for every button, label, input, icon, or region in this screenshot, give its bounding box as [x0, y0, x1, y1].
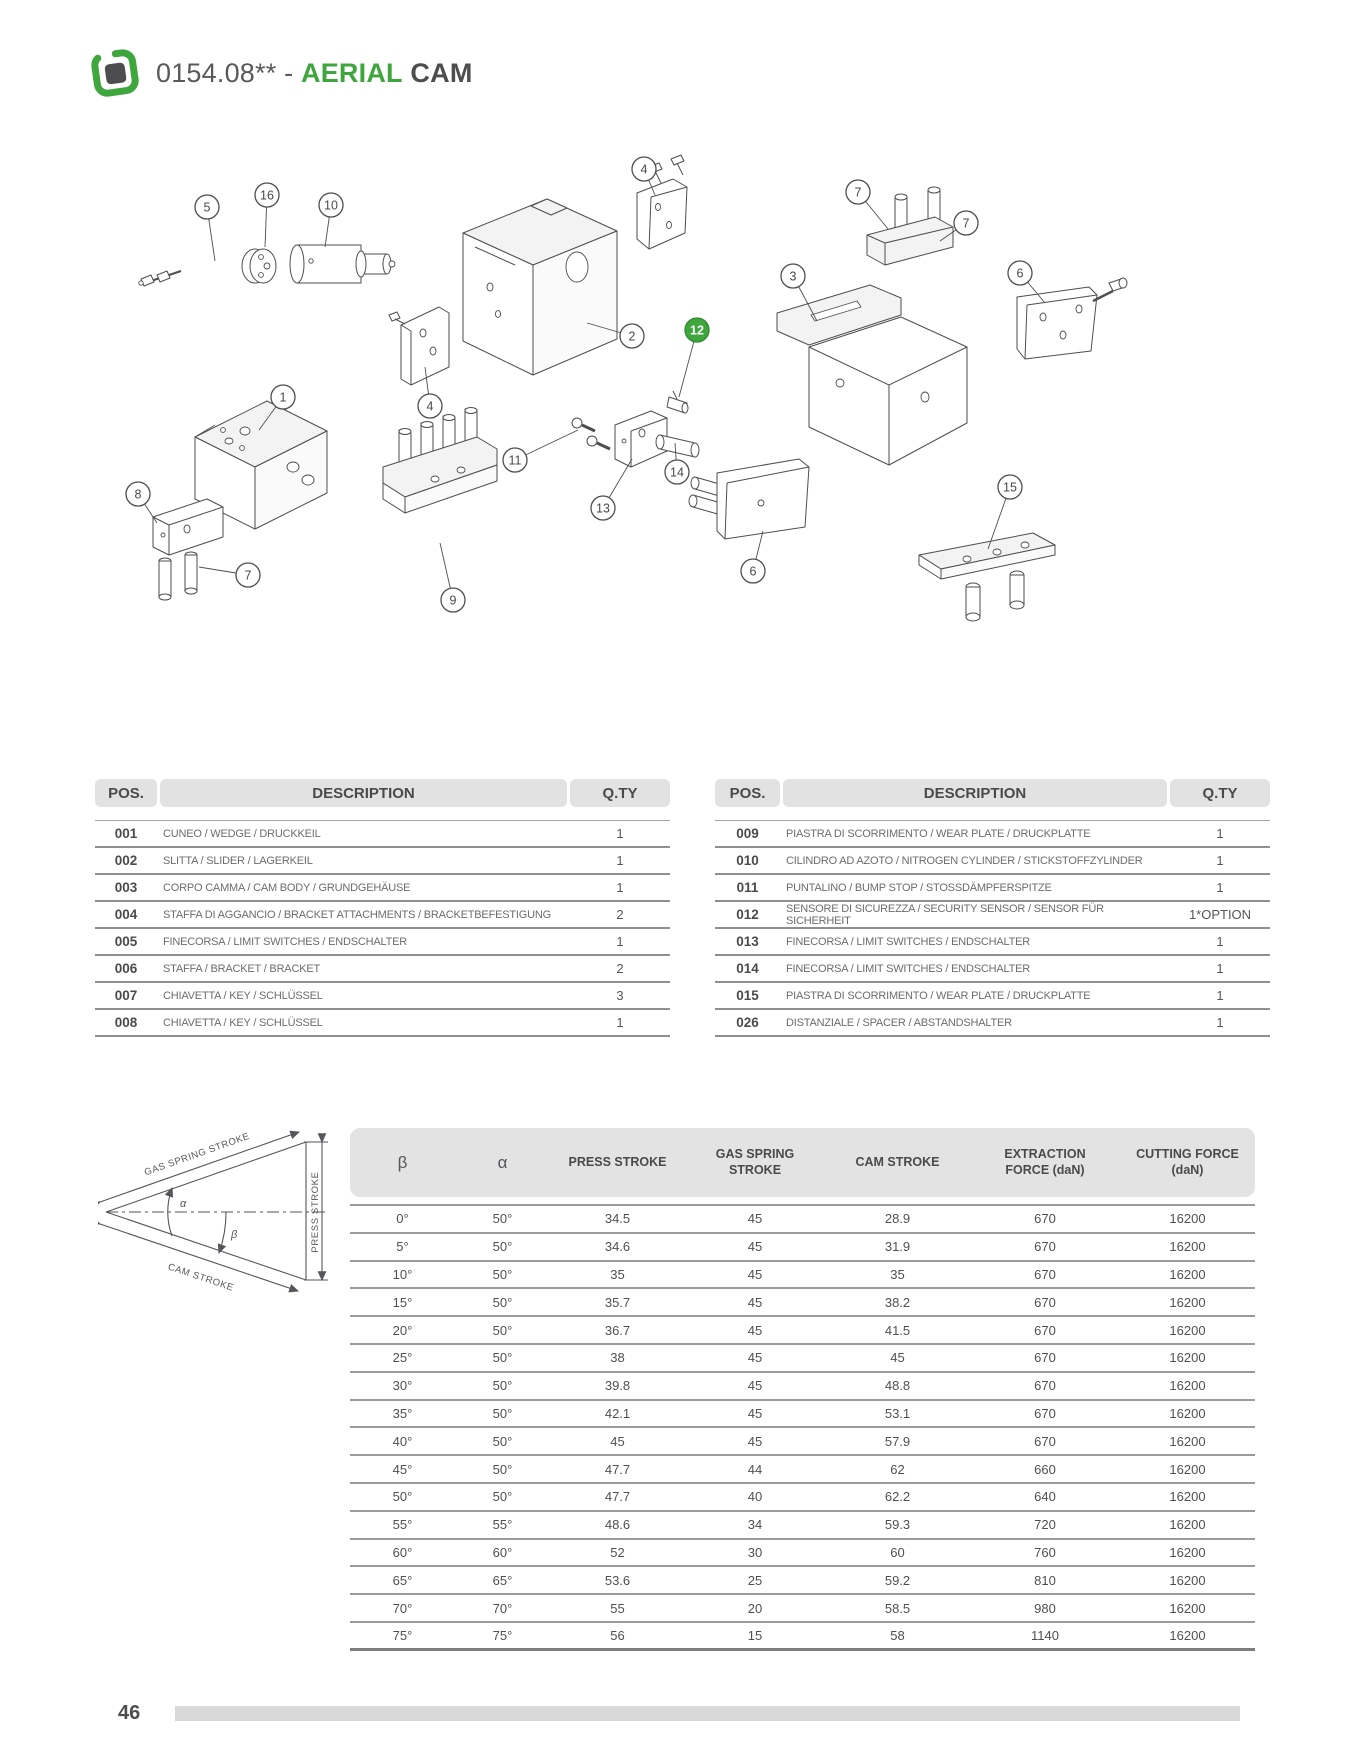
- spec-cell-10-3: 40: [747, 1489, 763, 1505]
- spec-cell-9-1: 50°: [492, 1461, 513, 1477]
- svg-text:14: 14: [670, 465, 684, 480]
- spec-cell-13-1: 65°: [492, 1572, 513, 1588]
- part-description: CHIAVETTA / KEY / SCHLÜSSEL: [163, 989, 323, 1002]
- spec-cell-6-0: 30°: [392, 1378, 413, 1394]
- part-description: FINECORSA / LIMIT SWITCHES / ENDSCHALTER: [786, 962, 1031, 975]
- gas-spring-stroke-label: GAS SPRING STROKE: [142, 1130, 252, 1179]
- spec-cell-15-3: 15: [747, 1627, 763, 1643]
- spec-cell-4-0: 20°: [392, 1322, 413, 1338]
- part-description: PIASTRA DI SCORRIMENTO / WEAR PLATE / DRUCKPLATTE: [786, 827, 1091, 840]
- spec-row-30°: [350, 1373, 1255, 1401]
- svg-text:15: 15: [1003, 480, 1017, 495]
- cam-stroke-label: CAM STROKE: [166, 1261, 236, 1294]
- spec-cell-8-4: 57.9: [884, 1433, 911, 1449]
- spec-cell-0-4: 28.9: [884, 1211, 911, 1227]
- part-description: CILINDRO AD AZOTO / NITROGEN CYLINDER / STICKSTOFFZYLINDER: [786, 854, 1143, 867]
- parts-row-007: [95, 983, 670, 1010]
- spec-cell-11-5: 720: [1034, 1517, 1056, 1533]
- spec-row-50°: [350, 1484, 1255, 1512]
- spec-col-header-2: PRESS STROKE: [568, 1154, 667, 1169]
- spec-cell-12-3: 30: [747, 1544, 763, 1560]
- spec-cell-11-4: 59.3: [884, 1517, 911, 1533]
- part-qty: 1: [616, 880, 624, 895]
- part-qty: 1: [616, 934, 624, 949]
- spec-cell-4-2: 36.7: [604, 1322, 631, 1338]
- spec-col-header-1: α: [497, 1152, 508, 1172]
- parts-table-header: [715, 779, 1270, 807]
- part-pos: 013: [736, 934, 759, 949]
- part-sensor-group: [572, 391, 699, 467]
- part-pos: 009: [736, 826, 759, 841]
- spec-cell-3-3: 45: [747, 1294, 763, 1310]
- spec-cell-8-1: 50°: [492, 1433, 513, 1449]
- spec-row-10°: [350, 1262, 1255, 1290]
- spec-cell-5-2: 38: [610, 1350, 625, 1366]
- part-qty: 1: [616, 853, 624, 868]
- spec-col-header-5: EXTRACTION FORCE (daN): [1004, 1146, 1086, 1177]
- part-nitrogen-cylinder: [290, 245, 395, 283]
- stroke-geometry-diagram: [98, 1112, 333, 1317]
- callout-balloon-16: [255, 183, 279, 247]
- spec-cell-1-6: 16200: [1169, 1239, 1206, 1255]
- part-pos: 026: [736, 1015, 759, 1030]
- spec-cell-2-6: 16200: [1169, 1266, 1206, 1282]
- part-bracket-attachment-left: [389, 307, 449, 385]
- part-wear-plate: [919, 533, 1055, 621]
- spec-cell-3-0: 15°: [392, 1294, 413, 1310]
- title-accent: AERIAL: [301, 57, 403, 88]
- stroke-diagram-svg: [98, 1112, 333, 1312]
- title-rest: CAM: [410, 57, 473, 88]
- svg-text:2: 2: [628, 329, 636, 344]
- spec-cell-0-6: 16200: [1169, 1211, 1206, 1227]
- spec-cell-8-2: 45: [610, 1433, 625, 1449]
- spec-cell-2-5: 670: [1034, 1266, 1056, 1282]
- spec-cell-13-4: 59.2: [884, 1572, 911, 1588]
- part-description: FINECORSA / LIMIT SWITCHES / ENDSCHALTER: [786, 935, 1031, 948]
- part-pos: 002: [114, 853, 138, 868]
- spec-cell-14-4: 58.5: [884, 1600, 911, 1616]
- callout-balloon-10: [319, 193, 343, 247]
- callout-balloon-7: [199, 563, 260, 587]
- spec-cell-11-1: 55°: [492, 1517, 513, 1533]
- spec-row-40°: [350, 1428, 1255, 1456]
- part-pos: 006: [114, 961, 138, 976]
- spec-cell-12-5: 760: [1034, 1544, 1056, 1560]
- svg-text:1: 1: [279, 390, 287, 405]
- spec-row-15°: [350, 1289, 1255, 1317]
- svg-text:4: 4: [640, 162, 648, 177]
- svg-text:16: 16: [260, 188, 274, 203]
- part-qty: 1: [1216, 934, 1224, 949]
- spec-cell-7-2: 42.1: [604, 1405, 631, 1421]
- part-description: STAFFA DI AGGANCIO / BRACKET ATTACHMENTS / BRACKETBEFESTIGUNG: [163, 908, 551, 921]
- spec-cell-13-5: 810: [1034, 1572, 1056, 1588]
- parts-row-004: [95, 902, 670, 929]
- spec-cell-10-6: 16200: [1169, 1489, 1206, 1505]
- part-base-plate: [383, 408, 497, 514]
- spec-cell-7-6: 16200: [1169, 1405, 1206, 1421]
- spec-cell-14-6: 16200: [1169, 1600, 1206, 1616]
- part-qty: 1: [616, 1015, 624, 1030]
- col-header-qty: Q.TY: [570, 779, 670, 807]
- spec-row-20°: [350, 1317, 1255, 1345]
- spec-cell-5-4: 45: [890, 1350, 905, 1366]
- part-description: SLITTA / SLIDER / LAGERKEIL: [163, 854, 313, 867]
- part-cam-body-center: [463, 199, 617, 375]
- part-qty: 1: [1216, 961, 1224, 976]
- svg-text:9: 9: [449, 593, 457, 608]
- part-qty: 1: [1216, 988, 1224, 1003]
- part-description: FINECORSA / LIMIT SWITCHES / ENDSCHALTER: [163, 935, 408, 948]
- spec-row-5°: [350, 1234, 1255, 1262]
- spec-cell-8-3: 45: [747, 1433, 763, 1449]
- spec-col-header-3: GAS SPRING STROKE: [715, 1146, 795, 1177]
- spec-cell-9-5: 660: [1034, 1461, 1056, 1477]
- parts-table-body: [715, 820, 1270, 1037]
- part-pos: 001: [114, 826, 138, 841]
- callout-balloon-4: [632, 157, 656, 195]
- spec-cell-9-4: 62: [890, 1461, 905, 1477]
- part-description: CORPO CAMMA / CAM BODY / GRUNDGEHÄUSE: [163, 881, 411, 894]
- spec-cell-9-0: 45°: [392, 1461, 413, 1477]
- spec-cell-10-2: 47.7: [604, 1489, 631, 1505]
- callout-balloon-12: [679, 318, 709, 397]
- svg-text:7: 7: [962, 216, 970, 231]
- spec-cell-6-3: 45: [747, 1378, 763, 1394]
- spec-row-70°: [350, 1595, 1255, 1623]
- spec-cell-4-5: 670: [1034, 1322, 1056, 1338]
- parts-row-009: [715, 821, 1270, 848]
- part-pos: 014: [736, 961, 759, 976]
- spec-cell-7-5: 670: [1034, 1405, 1056, 1421]
- parts-row-001: [95, 821, 670, 848]
- spec-cell-5-3: 45: [747, 1350, 763, 1366]
- spec-table-header: [350, 1128, 1255, 1197]
- spec-cell-3-6: 16200: [1169, 1294, 1206, 1310]
- spec-cell-13-6: 16200: [1169, 1572, 1206, 1588]
- spec-cell-7-4: 53.1: [884, 1405, 911, 1421]
- spec-row-65°: [350, 1567, 1255, 1595]
- svg-text:4: 4: [426, 399, 434, 414]
- part-keys-top: [867, 187, 953, 265]
- spec-cell-3-1: 50°: [492, 1294, 513, 1310]
- part-qty: 1: [616, 826, 624, 841]
- spec-cell-1-3: 45: [747, 1239, 763, 1255]
- parts-table-body: [95, 820, 670, 1037]
- spec-cell-1-0: 5°: [396, 1239, 409, 1255]
- spec-cell-12-4: 60: [890, 1544, 905, 1560]
- exploded-view-svg: [95, 135, 1155, 665]
- spec-cell-10-0: 50°: [392, 1489, 413, 1505]
- spec-cell-2-2: 35: [610, 1266, 625, 1282]
- spec-cell-14-0: 70°: [392, 1600, 413, 1616]
- spec-cell-12-1: 60°: [492, 1544, 513, 1560]
- part-description: STAFFA / BRACKET / BRACKET: [163, 962, 320, 975]
- callout-balloon-11: [503, 430, 578, 472]
- spec-cell-2-3: 45: [747, 1266, 763, 1282]
- part-qty: 2: [616, 961, 624, 976]
- spec-row-55°: [350, 1512, 1255, 1540]
- part-plate-6: [689, 459, 809, 539]
- part-qty: 1: [1216, 826, 1224, 841]
- spec-cell-11-6: 16200: [1169, 1517, 1206, 1533]
- parts-row-005: [95, 929, 670, 956]
- page-header: [88, 46, 473, 100]
- part-pos: 015: [736, 988, 759, 1003]
- parts-row-011: [715, 875, 1270, 902]
- parts-table-left: [95, 779, 670, 1037]
- part-pos: 008: [114, 1015, 138, 1030]
- page-title: [156, 58, 473, 89]
- callout-balloon-13: [591, 459, 632, 520]
- spec-cell-3-2: 35.7: [604, 1294, 631, 1310]
- spec-cell-0-3: 45: [747, 1211, 763, 1227]
- part-description: SENSORE DI SICUREZZA / SECURITY SENSOR / SENSOR FÜR SICHERHEIT: [786, 902, 1104, 927]
- svg-text:7: 7: [854, 185, 862, 200]
- spec-cell-6-6: 16200: [1169, 1378, 1206, 1394]
- spec-cell-10-4: 62.2: [884, 1489, 911, 1505]
- spec-cell-0-1: 50°: [492, 1211, 513, 1227]
- spec-cell-14-3: 20: [747, 1600, 763, 1616]
- spec-cell-3-5: 670: [1034, 1294, 1056, 1310]
- parts-row-006: [95, 956, 670, 983]
- part-qty: 1: [1216, 880, 1224, 895]
- product-code: 0154.08** -: [156, 57, 294, 88]
- svg-text:8: 8: [134, 487, 142, 502]
- spec-cell-1-4: 31.9: [884, 1239, 911, 1255]
- spec-cell-11-3: 34: [747, 1517, 763, 1533]
- spec-cell-14-2: 55: [610, 1600, 625, 1616]
- part-description: PUNTALINO / BUMP STOP / STOSSDÄMPFERSPITZE: [786, 881, 1052, 894]
- spec-cell-14-1: 70°: [492, 1600, 513, 1616]
- spec-cell-0-5: 670: [1034, 1211, 1056, 1227]
- spec-cell-13-0: 65°: [392, 1572, 413, 1588]
- spec-cell-10-5: 640: [1034, 1489, 1056, 1505]
- spec-cell-11-0: 55°: [392, 1517, 413, 1533]
- col-header-description: DESCRIPTION: [783, 779, 1167, 807]
- spec-cell-4-6: 16200: [1169, 1322, 1206, 1338]
- part-qty: 2: [616, 907, 624, 922]
- col-header-pos: POS.: [95, 779, 157, 807]
- spec-col-header-0: β: [397, 1152, 408, 1172]
- press-stroke-label: PRESS STROKE: [310, 1171, 321, 1253]
- spec-col-header-4: CAM STROKE: [855, 1154, 940, 1169]
- spec-cell-15-1: 75°: [492, 1627, 513, 1643]
- spec-cell-12-2: 52: [610, 1544, 625, 1560]
- spec-row-45°: [350, 1456, 1255, 1484]
- part-pos: 003: [114, 880, 138, 895]
- spec-cell-12-0: 60°: [392, 1544, 413, 1560]
- svg-text:12: 12: [690, 323, 704, 338]
- col-header-pos: POS.: [715, 779, 780, 807]
- part-pos: 012: [736, 907, 759, 922]
- callout-balloon-6: [741, 531, 765, 583]
- spec-cell-4-1: 50°: [492, 1322, 513, 1338]
- svg-text:13: 13: [596, 501, 610, 516]
- spec-cell-15-4: 58: [890, 1627, 905, 1643]
- parts-table-right: [715, 779, 1270, 1037]
- callout-balloon-5: [195, 195, 219, 261]
- spec-cell-0-0: 0°: [396, 1211, 409, 1227]
- part-pos: 004: [114, 907, 138, 922]
- spec-row-35°: [350, 1401, 1255, 1429]
- alpha-label: α: [180, 1198, 187, 1210]
- col-header-qty: Q.TY: [1170, 779, 1270, 807]
- spec-col-header-6: CUTTING FORCE (daN): [1136, 1146, 1239, 1177]
- spec-cell-2-4: 35: [890, 1266, 905, 1282]
- footer-bar: [175, 1706, 1240, 1721]
- parts-row-026: [715, 1010, 1270, 1037]
- page-number: 46: [118, 1702, 141, 1724]
- spec-table-body: [350, 1204, 1255, 1651]
- spec-cell-11-2: 48.6: [604, 1517, 631, 1533]
- spec-cell-1-1: 50°: [492, 1239, 513, 1255]
- callout-balloon-9: [440, 543, 465, 612]
- callout-balloon-8: [126, 482, 157, 523]
- spec-cell-6-4: 48.8: [884, 1378, 911, 1394]
- spec-cell-15-0: 75°: [392, 1627, 413, 1643]
- part-qty: 3: [616, 988, 624, 1003]
- spec-cell-6-2: 39.8: [604, 1378, 631, 1394]
- spec-cell-5-6: 16200: [1169, 1350, 1206, 1366]
- spec-cell-15-6: 16200: [1169, 1627, 1206, 1643]
- svg-text:3: 3: [789, 269, 797, 284]
- spec-row-75°: [350, 1623, 1255, 1651]
- spec-cell-6-5: 670: [1034, 1378, 1056, 1394]
- spec-cell-5-5: 670: [1034, 1350, 1056, 1366]
- svg-text:6: 6: [749, 564, 757, 579]
- brand-logo-icon: [88, 46, 142, 100]
- spec-cell-3-4: 38.2: [884, 1294, 911, 1310]
- spec-cell-5-0: 25°: [392, 1350, 413, 1366]
- svg-text:11: 11: [508, 453, 522, 468]
- exploded-diagram: [95, 135, 1155, 670]
- spec-cell-8-6: 16200: [1169, 1433, 1206, 1449]
- spec-row-0°: [350, 1206, 1255, 1234]
- parts-row-015: [715, 983, 1270, 1010]
- part-description: CHIAVETTA / KEY / SCHLÜSSEL: [163, 1016, 323, 1029]
- spec-cell-10-1: 50°: [492, 1489, 513, 1505]
- beta-label: β: [231, 1229, 238, 1241]
- spec-cell-8-0: 40°: [392, 1433, 413, 1449]
- svg-text:10: 10: [324, 198, 338, 213]
- spec-cell-7-3: 45: [747, 1405, 763, 1421]
- parts-row-003: [95, 875, 670, 902]
- part-pos: 011: [736, 880, 759, 895]
- part-disc: [242, 249, 276, 283]
- spec-cell-5-1: 50°: [492, 1350, 513, 1366]
- spec-cell-15-2: 56: [610, 1627, 625, 1643]
- spec-cell-7-0: 35°: [392, 1405, 413, 1421]
- parts-row-002: [95, 848, 670, 875]
- spec-cell-2-0: 10°: [392, 1266, 413, 1282]
- spec-cell-12-6: 16200: [1169, 1544, 1206, 1560]
- part-description: PIASTRA DI SCORRIMENTO / WEAR PLATE / DRUCKPLATTE: [786, 989, 1091, 1002]
- spec-cell-15-5: 1140: [1031, 1627, 1059, 1643]
- spec-cell-1-5: 670: [1034, 1239, 1056, 1255]
- spec-cell-4-3: 45: [747, 1322, 763, 1338]
- callout-balloon-7: [846, 180, 888, 229]
- parts-row-014: [715, 956, 1270, 983]
- spec-row-60°: [350, 1540, 1255, 1568]
- part-screws-left: [139, 271, 181, 286]
- part-pos: 010: [736, 853, 759, 868]
- spec-cell-6-1: 50°: [492, 1378, 513, 1394]
- svg-text:7: 7: [244, 568, 252, 583]
- spec-cell-8-5: 670: [1034, 1433, 1056, 1449]
- svg-text:5: 5: [203, 200, 211, 215]
- spec-row-25°: [350, 1345, 1255, 1373]
- part-description: CUNEO / WEDGE / DRUCKKEIL: [163, 827, 321, 840]
- spec-cell-9-6: 16200: [1169, 1461, 1206, 1477]
- parts-table-header: [95, 779, 670, 807]
- part-pos: 005: [114, 934, 138, 949]
- parts-row-010: [715, 848, 1270, 875]
- part-block-8: [153, 499, 223, 600]
- spec-cell-7-1: 50°: [492, 1405, 513, 1421]
- spec-cell-1-2: 34.6: [604, 1239, 631, 1255]
- part-description: DISTANZIALE / SPACER / ABSTANDSHALTER: [786, 1016, 1012, 1029]
- spec-table: [350, 1128, 1255, 1651]
- spec-cell-2-1: 50°: [492, 1266, 513, 1282]
- spec-cell-0-2: 34.5: [604, 1211, 631, 1227]
- col-header-description: DESCRIPTION: [160, 779, 567, 807]
- part-bracket-right: [1017, 278, 1127, 359]
- part-qty: 1*OPTION: [1188, 907, 1252, 922]
- spec-cell-13-2: 53.6: [604, 1572, 631, 1588]
- parts-row-008: [95, 1010, 670, 1037]
- part-cam-body-right: [777, 285, 967, 465]
- spec-cell-9-3: 44: [747, 1461, 763, 1477]
- parts-row-012: [715, 902, 1270, 929]
- spec-cell-9-2: 47.7: [604, 1461, 631, 1477]
- spec-cell-13-3: 25: [747, 1572, 763, 1588]
- part-pos: 007: [114, 988, 138, 1003]
- parts-row-013: [715, 929, 1270, 956]
- part-qty: 1: [1216, 1015, 1224, 1030]
- spec-cell-14-5: 980: [1034, 1600, 1056, 1616]
- svg-text:6: 6: [1016, 266, 1024, 281]
- part-qty: 1: [1216, 853, 1224, 868]
- spec-cell-4-4: 41.5: [884, 1322, 911, 1338]
